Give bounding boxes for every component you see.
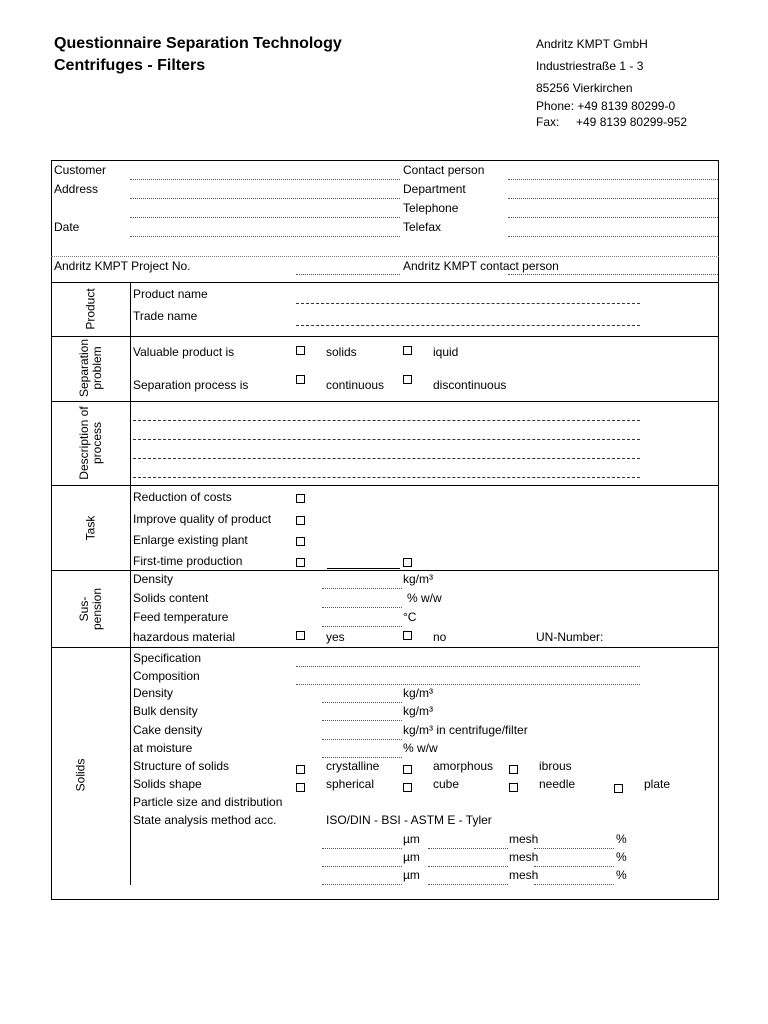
specification-field[interactable] xyxy=(296,666,640,667)
solids-option-label: solids xyxy=(326,345,357,359)
needle-label: needle xyxy=(539,777,576,791)
task-first-time-checkbox[interactable] xyxy=(296,558,305,567)
pct-unit-2: % xyxy=(616,850,627,864)
page-subtitle: Centrifuges - Filters xyxy=(54,57,206,74)
section-label-description: Description of process xyxy=(77,406,104,480)
address-label: Address xyxy=(54,182,99,196)
mesh-unit-1: mesh xyxy=(509,832,539,846)
solids-density-field[interactable] xyxy=(322,702,402,703)
bulk-density-label: Bulk density xyxy=(133,704,198,718)
susp-feed-temp-label: Feed temperature xyxy=(133,610,229,624)
separation-process-label: Separation process is xyxy=(133,378,249,392)
customer-field[interactable] xyxy=(130,179,400,180)
spherical-checkbox[interactable] xyxy=(296,783,305,792)
hazardous-yes-checkbox[interactable] xyxy=(296,631,305,640)
project-no-label: Andritz KMPT Project No. xyxy=(54,259,191,273)
bulk-density-field[interactable] xyxy=(322,720,402,721)
moisture-field[interactable] xyxy=(322,757,402,758)
particle-um-field-2[interactable] xyxy=(428,866,508,867)
task-other-field[interactable] xyxy=(327,568,400,569)
particle-mesh-field-2[interactable] xyxy=(534,866,614,867)
susp-feed-temp-field[interactable] xyxy=(322,626,402,627)
un-number-label: UN-Number: xyxy=(536,630,604,644)
telephone-field[interactable] xyxy=(508,217,718,218)
solids-density-unit: kg/m³ xyxy=(403,686,433,700)
hazardous-no-checkbox[interactable] xyxy=(403,631,412,640)
task-item-quality: Improve quality of product xyxy=(133,512,272,526)
address-field-1[interactable] xyxy=(130,198,400,199)
discontinuous-option-label: discontinuous xyxy=(433,378,507,392)
cake-density-field[interactable] xyxy=(322,739,402,740)
hazardous-yes-label: yes xyxy=(326,630,345,644)
particle-um-field-1[interactable] xyxy=(428,848,508,849)
date-label: Date xyxy=(54,220,80,234)
company-fax-label: Fax: xyxy=(536,115,560,129)
crystalline-checkbox[interactable] xyxy=(296,765,305,774)
composition-label: Composition xyxy=(133,669,200,683)
date-field[interactable] xyxy=(130,236,400,237)
company-fax-number: +49 8139 80299-952 xyxy=(576,115,688,129)
um-unit-2: µm xyxy=(403,850,420,864)
project-no-field[interactable] xyxy=(296,274,400,275)
composition-field[interactable] xyxy=(296,684,640,685)
description-line-4[interactable] xyxy=(133,477,640,478)
mesh-unit-3: mesh xyxy=(509,868,539,882)
particle-size-field-2[interactable] xyxy=(322,866,402,867)
cake-density-unit: kg/m³ in centrifuge/filter xyxy=(403,723,528,737)
analysis-method-label: State analysis method acc. xyxy=(133,813,277,827)
mesh-unit-2: mesh xyxy=(509,850,539,864)
plate-checkbox[interactable] xyxy=(614,784,623,793)
department-label: Department xyxy=(403,182,466,196)
liquid-checkbox[interactable] xyxy=(403,346,412,355)
description-line-1[interactable] xyxy=(133,420,640,421)
trade-name-label: Trade name xyxy=(133,309,198,323)
amorphous-checkbox[interactable] xyxy=(403,765,412,774)
susp-density-unit: kg/m³ xyxy=(403,572,433,586)
valuable-product-label: Valuable product is xyxy=(133,345,235,359)
cube-checkbox[interactable] xyxy=(403,783,412,792)
trade-name-field[interactable] xyxy=(296,325,640,326)
company-name: Andritz KMPT GmbH xyxy=(536,37,648,51)
telefax-field[interactable] xyxy=(508,236,718,237)
solids-checkbox[interactable] xyxy=(296,346,305,355)
crystalline-label: crystalline xyxy=(326,759,380,773)
task-item-first-time: First-time production xyxy=(133,554,243,568)
task-reduction-checkbox[interactable] xyxy=(296,494,305,503)
fibrous-label: ibrous xyxy=(539,759,572,773)
um-unit-3: µm xyxy=(403,868,420,882)
particle-size-label: Particle size and distribution xyxy=(133,795,283,809)
susp-solids-unit: % w/w xyxy=(407,591,442,605)
moisture-unit: % w/w xyxy=(403,741,438,755)
description-line-2[interactable] xyxy=(133,439,640,440)
product-name-label: Product name xyxy=(133,287,208,301)
discontinuous-checkbox[interactable] xyxy=(403,375,412,384)
section-label-suspension: Sus- pension xyxy=(77,587,104,631)
company-phone: Phone: +49 8139 80299-0 xyxy=(536,99,676,113)
telephone-label: Telephone xyxy=(403,201,459,215)
telefax-label: Telefax xyxy=(403,220,442,234)
um-unit-1: µm xyxy=(403,832,420,846)
product-name-field[interactable] xyxy=(296,303,640,304)
task-other-checkbox[interactable] xyxy=(403,558,412,567)
particle-size-field-1[interactable] xyxy=(322,848,402,849)
description-line-3[interactable] xyxy=(133,458,640,459)
customer-label: Customer xyxy=(54,163,107,177)
shape-label: Solids shape xyxy=(133,777,202,791)
susp-density-label: Density xyxy=(133,572,174,586)
bulk-density-unit: kg/m³ xyxy=(403,704,433,718)
analysis-method-options: ISO/DIN - BSI - ASTM E - Tyler xyxy=(326,813,492,827)
kmpt-contact-field[interactable] xyxy=(508,274,718,275)
cake-density-label: Cake density xyxy=(133,723,203,737)
susp-density-field[interactable] xyxy=(322,588,402,589)
continuous-checkbox[interactable] xyxy=(296,375,305,384)
task-item-reduction: Reduction of costs xyxy=(133,490,232,504)
susp-solids-content-label: Solids content xyxy=(133,591,209,605)
section-label-product: Product xyxy=(83,288,98,330)
pct-unit-3: % xyxy=(616,868,627,882)
company-street: Industriestraße 1 - 3 xyxy=(536,59,644,73)
specification-label: Specification xyxy=(133,651,202,665)
susp-temp-unit: °C xyxy=(403,610,417,624)
susp-hazardous-label: hazardous material xyxy=(133,630,236,644)
solids-density-label: Density xyxy=(133,686,174,700)
kmpt-contact-label: Andritz KMPT contact person xyxy=(403,259,559,273)
section-label-task: Task xyxy=(83,515,98,541)
amorphous-label: amorphous xyxy=(433,759,494,773)
particle-mesh-field-1[interactable] xyxy=(534,848,614,849)
plate-label: plate xyxy=(644,777,671,791)
susp-solids-content-field[interactable] xyxy=(322,607,402,608)
address-field-2[interactable] xyxy=(130,217,400,218)
needle-checkbox[interactable] xyxy=(509,783,518,792)
fibrous-checkbox[interactable] xyxy=(509,765,518,774)
spherical-label: spherical xyxy=(326,777,375,791)
company-city: 85256 Vierkirchen xyxy=(536,81,633,95)
task-quality-checkbox[interactable] xyxy=(296,516,305,525)
task-item-enlarge: Enlarge existing plant xyxy=(133,533,248,547)
continuous-option-label: continuous xyxy=(326,378,385,392)
contact-person-field[interactable] xyxy=(508,179,718,180)
contact-person-label: Contact person xyxy=(403,163,485,177)
structure-label: Structure of solids xyxy=(133,759,230,773)
particle-um-field-3[interactable] xyxy=(428,884,508,885)
moisture-label: at moisture xyxy=(133,741,193,755)
particle-size-field-3[interactable] xyxy=(322,884,402,885)
section-label-separation: Separation problem xyxy=(77,338,104,398)
pct-unit-1: % xyxy=(616,832,627,846)
section-label-solids: Solids xyxy=(73,758,88,792)
task-enlarge-checkbox[interactable] xyxy=(296,537,305,546)
particle-mesh-field-3[interactable] xyxy=(534,884,614,885)
page-title: Questionnaire Separation Technology xyxy=(54,35,342,52)
liquid-option-label: iquid xyxy=(433,345,459,359)
hazardous-no-label: no xyxy=(433,630,447,644)
department-field[interactable] xyxy=(508,198,718,199)
cube-label: cube xyxy=(433,777,460,791)
